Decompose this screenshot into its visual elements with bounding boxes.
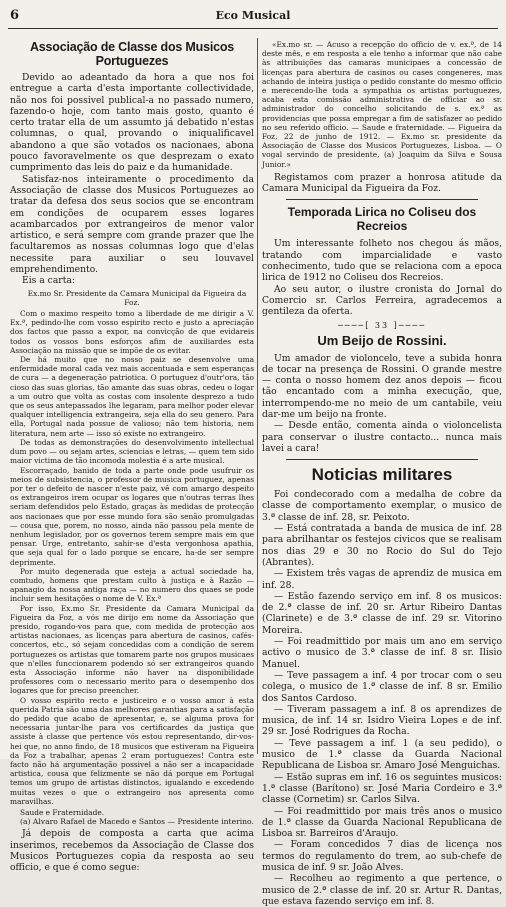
news-item: — Existem três vagas de aprendiz de musica em inf. 28. xyxy=(262,568,502,591)
journal-title: Eco Musical xyxy=(215,9,291,22)
news-item: — Estão fazendo serviço em inf. 8 os musicos: de 2.ª classe de inf. 20 sr. Artur Ribeiro Dantas (Clarinete) e de 3.ª classe de inf. 29 sr. Vitorino Moreira. xyxy=(262,590,502,636)
right-column xyxy=(262,40,502,907)
paragraph: — Desde então, comenta ainda o violoncelista para conservar o ilustre contacto... nunca mais lavei a cara! xyxy=(262,420,502,454)
news-item: — Estão supras em inf. 16 os seguintes musicos: 1.ª classe (Barítono) sr. José Maria Cordeiro e 3.ª classe (Cornetim) sr. Carlos Silva. xyxy=(262,771,502,806)
letter-closing: Saude e Fraternidade. xyxy=(20,808,105,818)
news-item: — Está contratada a banda de musica de inf. 28 para abrilhantar os festejos civicos que se realisam nos dias 29 e 30 no Rocio do Sul do Tejo (Abrantes). xyxy=(262,523,502,568)
page-number: 6 xyxy=(10,8,20,23)
paragraph: Um amador de violoncelo, teve a subida honra de tocar na presença de Rossini. O grande mestre — conta o nosso homem dez anos depois — ficou tão encantado com a minha execução, que, interrompendo-me no meio de um cantabile, veiu dar-me um beijo na fronte. xyxy=(262,352,502,420)
paragraph: Eis a carta: xyxy=(22,275,75,287)
letter-address: Ex.mo Sr. Presidente da Camara Municipal da Figueira da Foz. xyxy=(27,288,247,307)
news-item: — Foi readmittido por mais três anos o musico de 1.ª classe da Guarda Nacional Republicana de Lisboa sr. Barreiros d'Araujo. xyxy=(262,805,502,840)
news-item: — Foi readmittido por mais um ano em serviço activo o musico de 3.ª classe de inf. 8 sr. Ilisio Manuel. xyxy=(262,636,502,670)
left-column xyxy=(10,40,254,874)
letter-paragraph: De todas as demonstrações do desenvolvimento intellectual dum povo — ou sejam artes, sciencias e letras, — quem tem sido maior victima de tão incomoda molestia é a arte musical. xyxy=(10,437,254,466)
page-header xyxy=(8,8,498,28)
section-rule xyxy=(286,199,478,200)
paragraph: Devido ao adeantado da hora a que nos foi entregue a carta d'esta importante collectividade, não nos foi possivel publical-a no passado numero, fazendo-o hoje, com tanto mais gosto, quanto é certo tratar ella de um assumto já debatido n'estas columnas, o qual, provando o iniqualificavel abandono a que são votados os nacionaes, abona pouco favoravelmente os que desprezam o exato cumprimento das leis do paiz e da humanidade. xyxy=(10,72,254,174)
paragraph: Um interessante folheto nos chegou ás mãos, tratando com imparcialidade e vasto conhecimento, tudo que se relaciona com a epoca lirica de 1912 no Coliseu dos Recreios. xyxy=(262,238,502,284)
letter-paragraph: Por isso, Ex.mo Sr. Presidente da Camara Municipal da Figueira da Foz, a vós me dirijo em nome da Associação que presido, rogando-vos para que, com medida de protecção aos artistas nacionaes, as licenças para abertura de casinos, cafés-concertos, etc., só sejam concedidas com a condição de serem portuguezes os artistas que tomarem parte nos grupos musicaes que n'elles funccionarem podendo só ser extrangeiros quando esta Associação informe não haver na disponibilidade professores com o necessario merito para o desempenho dos logares que for preciso preencher. xyxy=(10,603,254,696)
column-divider xyxy=(257,38,258,754)
news-item: — Recolheu ao regimento a que pertence, o musico de 2.ª classe de inf. 20 sr. Artur R. Dantas, que estava fazendo serviço em inf. 8. xyxy=(262,873,502,907)
news-item: — Teve passagem a inf. 4 por trocar com o seu colega, o musico de 1.ª classe de inf. 8 sr. Emilio dos Santos Cardoso. xyxy=(262,669,502,704)
paragraph: Ao seu autor, o ilustre cronista do Jornal do Comercio sr. Carlos Ferreira, agradecemos a gentileza da oferta. xyxy=(262,283,502,318)
section-rule xyxy=(286,459,478,460)
article-title-noticias: Noticias militares xyxy=(311,465,453,485)
ornament-divider: ────[ 33 ]──── xyxy=(337,320,427,330)
article-title-temporada: Temporada Lirica no Coliseu dos Recreios xyxy=(287,205,477,234)
letter-paragraph: Por muito degenerada que esteja a actual sociedade ha, comtudo, homens que prestam culto à justiça e à Razão — apanagio da nossa antiga raça — no numero dos quaes se pode incluir sem hesitações o nome de V. Ex.ª xyxy=(10,566,254,604)
letter-paragraph: O vosso espirito recto e justiceiro e o vosso amor à esta querida Patria são uma das melhores garantias para a satisfação do pedido que acabo de apresentar, e, se alguma prova for necessaria juntar-lhe para vos certificardes da justiça que assiste à classe que pertence vós estou representando, dir-vos-hei que, no anno findo, de 18 musicos que estiveram na Figueira da Foz a trabalhar, apenas 2 eram portuguezes! Contra este facto não há argumentação possivel a não ser a incapacidade artistica, cousa que felizmente se não dá porque em Portugal temos um grupo de artistas distinctos, igualando e excedendo muitas vezes o que o extrangeiro nos apresenta como maravilhas. xyxy=(10,695,254,806)
news-item: Foi condecorado com a medalha de cobre da classe de comportamento exemplar, o musico de 3.ª classe de inf. 28, sr. Peixoto. xyxy=(262,489,502,523)
article-title-beijo: Um Beijo de Rossini. xyxy=(317,332,447,348)
letter-paragraph: De há muito que no nosso paiz se desenvolve uma enfermidade moral cada vez mais accentuada e sem esperanças de cura — a degeneração patriotica. O portuguez d'outr'ora, tão cioso das suas glorias, tão amante das suas obras, cedeu o logar a um outro que volta as costas com insolente desprezo a tudo que os seus antepassados lhe legaram, para melhor poder elevar qualquer intelligencia extrangeira, seja ella do seu genero. Para ella, Portugal nada possue de valioso; não tem historia, nem literatura, nem arte — isso só existe no extrangeiro. xyxy=(10,355,254,438)
letter-paragraph: Com o maximo respeito tomo a liberdade de me dirigir a V. Ex.ª, pedindo-lhe com vosso espirito recto e justo a apreciação dos factos que passo a expor, na convicção de que evidareis todos os vossos bons esforços afim de auxiliardes esta Associação na missão que se impõe de os evitar. xyxy=(10,309,254,355)
news-item: — Foram concedidos 7 dias de licença nos termos do regulamento do trem, ao sub-chefe de musica de inf. 9 sr. João Alves. xyxy=(262,839,502,873)
news-item: — Teve passagem a inf. 1 (a seu pedido), o musico de 1.ª classe da Guarda Nacional Republicana de Lisboa sr. Amaro José Menguichas. xyxy=(262,737,502,772)
letter-paragraph: Escorraçado, banido de toda a parte onde pode usufruir os meios de subsistencia, o professor de musica portuguez, apenas por ter o defeito de nascer n'este paiz, vê com amargo despeito os extrangeiros irem ocupar os logares que n'outras terras lhes seriam defendidos pelo Estado, graças às medidas de protecção aos nacionaes que por esse mundo fora são senão promulgadas — cousa que, porem, no nosso, ainda não passou pela mente de nenhum legislador, por os governos terem sempre mais em que pensar. Urge, entretanto, sahir-se d'esta vergonhosa apathia, que seja qual for o lado porque se encare, ha-de ser sempre deprimente. xyxy=(10,465,254,567)
news-item: — Tiveram passagem a inf. 8 os aprendizes de musica, de inf. 14 sr. Isidro Vieira Lopes e de inf. 29 sr. José Rodrigues da Rocha. xyxy=(262,703,502,738)
header-rule xyxy=(8,28,498,29)
letter-signature: (a) Alvaro Rafael de Macedo e Santos — Presidente interino. xyxy=(20,817,254,827)
paragraph: Registamos com prazer a honrosa atitude da Camara Municipal da Figueira da Foz. xyxy=(262,171,502,195)
paragraph: Satisfaz-nos inteiramente o procedimento da Associação de classe dos Musicos Portuguezes ao tratar da defesa dos seus socios que se encontram em condições de ocuparem esses logares acambarcados por extrangeiros de menor valor artistico, e será sempre com grande prazer que lhe facultaremos as nossas columnas logo que d'elas necessite para auxiliar o seu louvavel emprehendimento. xyxy=(10,173,254,276)
paragraph: Já depois de composta a carta que acima inserimos, recebemos da Associação de Classe dos Musicos Portuguezes copia da resposta ao seu officio, e que é como segue: xyxy=(10,828,254,874)
reply-letter: «Ex.mo sr. — Acuso a recepção do officio de v. ex.ª, de 14 deste mês, e em resposta a ele tenho a informar que não cabe às attribuições das camaras municipaes a concessão de licenças para abertura de casinos ou cases congeneres, mas achando de inteira justiça o pedido constante do mesmo officio e merecendo-lhe toda a sympathia os artistas portuguezes, acaba esta comissão administrativa de officiar ao sr. administrador do concelho solicitando de s. ex.ª as providencias que possa empregar a fim de satisfazer ao pedido no seu referido officio. — Saude e fraternidade. — Figueira da Foz, 22 de junho de 1912. — Ex.mo sr. presidente da Associação de Classe dos Musicos Portuguezes, Lisboa. — O vogal servindo de presidente, (a) Joaquim da Silva e Sousa Junior.» xyxy=(262,40,502,169)
article-title-associacao: Associação de Classe dos Musicos Portuguezes xyxy=(29,40,235,68)
